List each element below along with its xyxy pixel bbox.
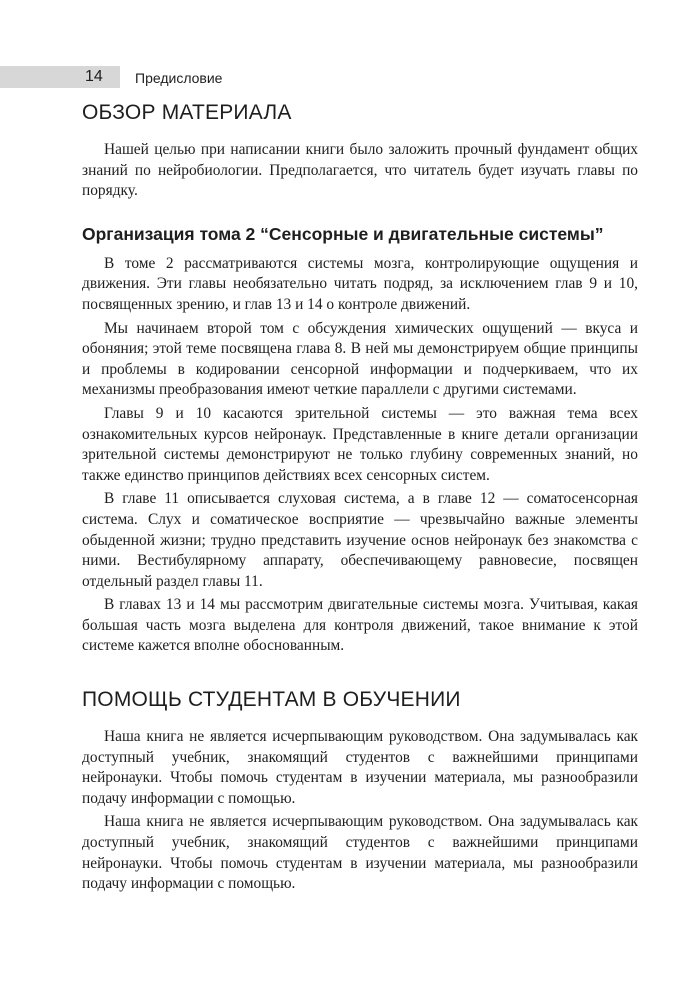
running-head: Предисловие — [135, 70, 223, 86]
section-title-overview: ОБЗОР МАТЕРИАЛА — [82, 101, 292, 124]
subsection-title-volume-2: Организация тома 2 “Сенсорные и двигательные системы” — [82, 223, 604, 244]
paragraph: Наша книга не является исчерпывающим руководством. Она задумывалась как доступный учебник, знакомящий студентов с важнейшими принципами нейронауки. Чтобы помочь студентам в изучении материала, мы разнообразили подачу информации с помощью. — [82, 813, 638, 893]
paragraph: Наша книга не является исчерпывающим руководством. Она задумывалась как доступный учебник, знакомящий студентов с важнейшими принципами нейронауки. Чтобы помочь студентам в изучении материала, мы разнообразили подачу информации с помощью. — [82, 728, 638, 807]
paragraph: Главы 9 и 10 касаются зрительной системы — это важная тема всех ознакомительных курсов нейронаук. Представленные в книге детали организации зрительной системы демонстрируют не только глубину современных знаний, но также единство принципов действиях всех сенсорных систем. — [82, 404, 638, 484]
paragraph: В главе 11 описывается слуховая система, а в главе 12 — соматосенсорная система. Слух и соматическое восприятие — чрезвычайно важные элементы обыденной жизни; трудно представить изучение основ нейронаук без знакомства с ними. Вестибулярному аппарату, обеспечивающему равновесие, посвящен отдельный раздел главы 11. — [82, 490, 638, 590]
section-title-student-help: ПОМОЩЬ СТУДЕНТАМ В ОБУЧЕНИИ — [82, 688, 461, 712]
paragraph: Нашей целью при написании книги было заложить прочный фундамент общих знаний по нейробиологии. Предполагается, что читатель будет изучать главы по порядку. — [82, 141, 638, 200]
page-number: 14 — [85, 68, 103, 85]
paragraph: В томе 2 рассматриваются системы мозга, контролирующие ощущения и движения. Эти главы необязательно читать подряд, за исключением глав 9 и 10, посвященных зрению, и глав 13 и 14 о контроле движений. — [82, 254, 638, 313]
paragraph: Мы начинаем второй том с обсуждения химических ощущений — вкуса и обоняния; этой теме посвящена глава 8. В ней мы демонстрируем общие принципы и проблемы в кодировании сенсорной информации и подчеркиваем, что их механизмы преобразования имеют четкие параллели с другими системами. — [82, 319, 638, 399]
paragraph: В главах 13 и 14 мы рассмотрим двигательные системы мозга. Учитывая, какая большая часть мозга выделена для контроля движений, такое внимание к этой системе кажется вполне обоснованным. — [82, 596, 638, 655]
page-body — [82, 100, 638, 898]
